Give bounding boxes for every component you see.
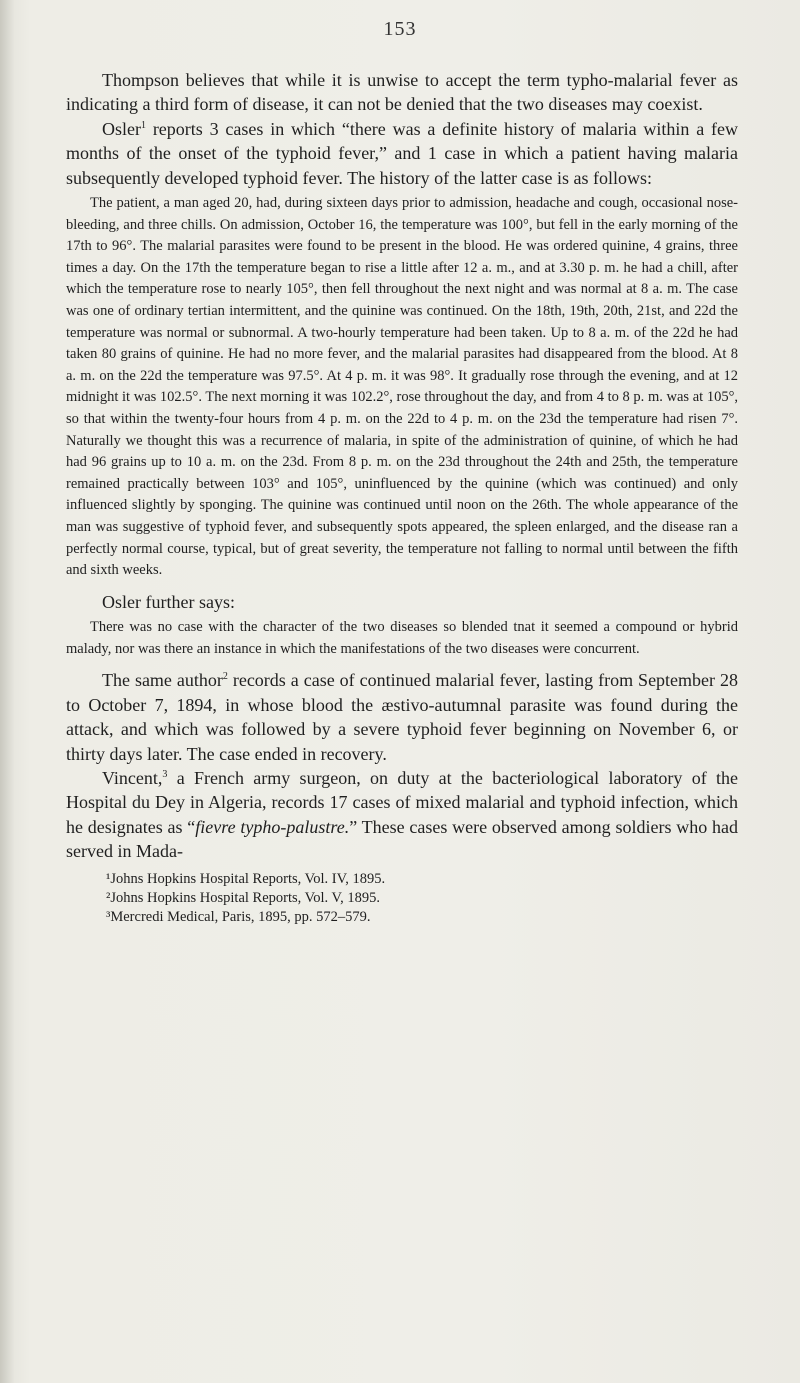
footnote-1: ¹Johns Hopkins Hospital Reports, Vol. IV, 1895. xyxy=(106,870,386,887)
page-binding-shadow xyxy=(0,0,14,1383)
footnotes xyxy=(66,870,738,927)
same-author-text-rest: records a case of continued malarial fever, lasting from September 28 to October 7, 1894, in whose blood the æstivo-autumnal parasite was found during the attack, and which was followed by a severe typhoid fever beginning on November 6, or thirty days later. The case ended in recovery. xyxy=(66,670,738,764)
vincent-italic-term: fievre typho-palustre. xyxy=(195,816,350,837)
vincent-text-1: a French army surgeon, on duty at the bacteriological laboratory of the Hospital du Dey in Algeria, records 17 cases of mixed malarial and typhoid infection, which he designates as “ xyxy=(66,767,738,837)
case-history-quote: The patient, a man aged 20, had, during sixteen days prior to admission, headache and cough, occasional nose-bleeding, and three chills. On admission, October 16, the temperature was 100°, but fell in the early morning of the 17th to 96°. The malarial parasites were found to be present in the blood. He was ordered quinine, 4 grains, three times a day. On the 17th the temperature began to rise a little after 12 a. m., and at 3.30 p. m. he had a chill, after which the temperature rose to nearly 105°, then fell throughout the next night and was normal at 8 a. m. The case was one of ordinary tertian intermittent, and the quinine was continued. On the 18th, 19th, 20th, 21st, and 22d the temperature was normal or subnormal. A two-hourly temperature had been taken. Up to 8 a. m. of the 22d he had taken 80 grains of quinine. He had no more fever, and the malarial parasites had disappeared from the blood. At 8 a. m. on the 22d the temperature was 97.5°. At 4 p. m. it was 98°. It gradually rose through the evening, and at 12 midnight it was 102.5°. The next morning it was 102.2°, rose throughout the day, and from 4 to 8 p. m. was at 105°, so that within the twenty-four hours from 4 p. m. on the 22d to 4 p. m. on the 23d the temperature had risen 7°. Naturally we thought this was a recurrence of malaria, in spite of the administration of quinine, of which he had had 96 grains up to 10 a. m. on the 23d. From 8 p. m. on the 23d throughout the 24th and 25th, the temperature remained practically between 103° and 105°, uninfluenced by the quinine (which was continued) and only influenced slightly by sponging. The quinine was continued until noon on the 26th. The whole appearance of the man was suggestive of typhoid fever, and subsequently spots appeared, the spleen enlarged, and the disease ran a perfectly normal course, typical, but of great severity, the temperature not falling to normal until between the fifth and sixth weeks. xyxy=(66,195,738,579)
same-author-text-start: The same author xyxy=(102,670,223,691)
footnote-3: ³Mercredi Medical, Paris, 1895, pp. 572–579. xyxy=(106,908,371,925)
paragraph-thompson: Thompson believes that while it is unwise to accept the term typho-malarial fever as indicating a third form of disease, it can not be denied that the two diseases may coexist. xyxy=(66,70,738,115)
vincent-text-2: ” These cases were observed among soldiers who had served in Mada- xyxy=(66,816,738,862)
paragraph-osler-reports xyxy=(66,117,738,190)
page-body xyxy=(66,68,738,927)
page-number: 153 xyxy=(383,18,417,40)
paragraph-vincent xyxy=(66,766,738,864)
osler-quote: There was no case with the character of the two diseases so blended tnat it seemed a compound or hybrid malady, nor was there an instance in which the manifestations of the two diseases were concurrent. xyxy=(66,619,738,657)
osler-name: Osler xyxy=(102,118,141,139)
osler-reports-text: reports 3 cases in which “there was a definite history of malaria within a few months of the onset of the typhoid fever,” and 1 case in which a patient having malaria subsequently developed typhoid fever. The history of the latter case is as follows: xyxy=(66,118,738,188)
paragraph-same-author xyxy=(66,668,738,766)
footnote-ref-1: 1 xyxy=(141,119,146,131)
vincent-name: Vincent, xyxy=(102,767,163,788)
paragraph-osler-further: Osler further says: xyxy=(102,591,235,612)
footnote-ref-2: 2 xyxy=(222,671,228,683)
footnote-ref-3: 3 xyxy=(162,768,168,780)
footnote-2: ²Johns Hopkins Hospital Reports, Vol. V, 1895. xyxy=(106,889,380,906)
